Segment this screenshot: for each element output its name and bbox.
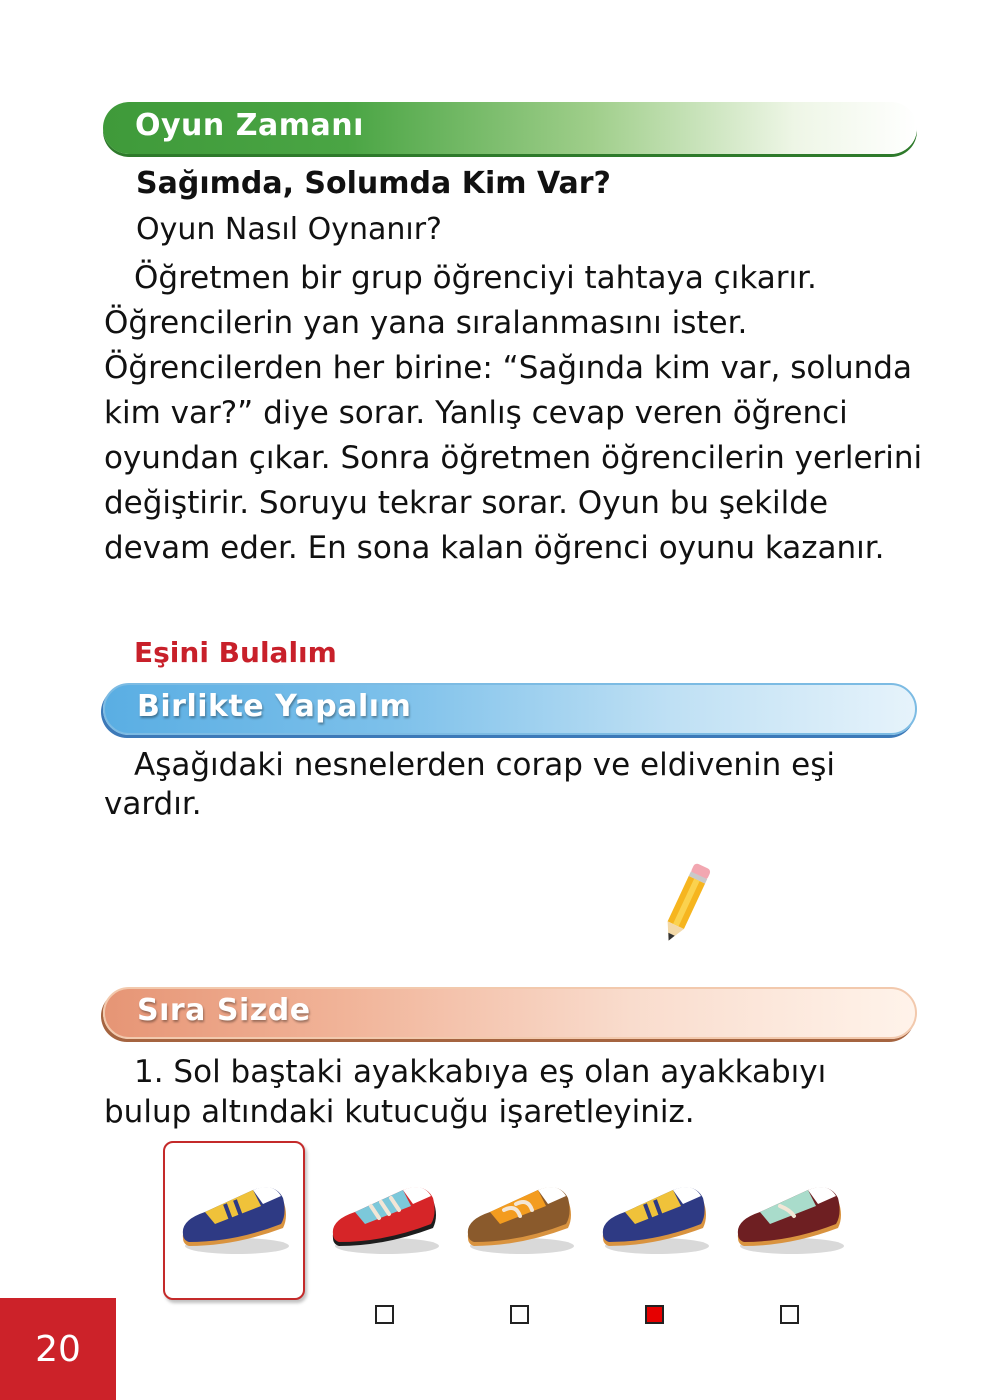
paragraph-line: kim var?” diye sorar. Yanlış cevap veren öğrenci (104, 395, 848, 431)
page-number (0, 1298, 116, 1400)
question-line: 1. Sol baştaki ayakkabıya eş olan ayakkabıyı (134, 1054, 827, 1090)
paragraph-line: devam eder. En sona kalan öğrenci oyunu kazanır. (104, 530, 885, 566)
shoe-option-2-icon (460, 1180, 580, 1260)
section-title: Sıra Sizde (137, 993, 311, 1028)
paragraph-line: Öğrencilerin yan yana sıralanmasını ister. (104, 305, 748, 341)
paragraph-line: oyundan çıkar. Sonra öğretmen öğrencilerin yerlerini (104, 440, 923, 476)
section-header-sira-sizde (103, 987, 917, 1039)
shoe-option-2-checkbox[interactable] (510, 1305, 529, 1324)
question-line: bulup altındaki kutucuğu işaretleyiniz. (104, 1094, 695, 1130)
paragraph-line: değiştirir. Soruyu tekrar sorar. Oyun bu şekilde (104, 485, 829, 521)
shoe-option-1-checkbox[interactable] (375, 1305, 394, 1324)
game-title: Sağımda, Solumda Kim Var? (136, 166, 611, 201)
pencil-icon (655, 858, 715, 952)
shoe-option-1-icon (325, 1180, 445, 1260)
paragraph-line: Aşağıdaki nesnelerden corap ve eldivenin eşi (134, 747, 836, 783)
shoe-option-4-icon (730, 1180, 850, 1260)
shoe-option-3-icon (595, 1180, 715, 1260)
game-subtitle: Oyun Nasıl Oynanır? (136, 212, 442, 247)
shoe-option-4-checkbox[interactable] (780, 1305, 799, 1324)
section-title: Birlikte Yapalım (137, 689, 412, 724)
activity-heading: Eşini Bulalım (134, 636, 337, 669)
paragraph-line: vardır. (104, 786, 202, 822)
shoe-option-3-checkbox[interactable] (645, 1305, 664, 1324)
section-header-oyun-zamani (103, 102, 917, 154)
paragraph-line: Öğretmen bir grup öğrenciyi tahtaya çıkarır. (134, 260, 817, 296)
paragraph-line: Öğrencilerden her birine: “Sağında kim var, solunda (104, 350, 912, 386)
section-title: Oyun Zamanı (135, 108, 364, 143)
page-number-label: 20 (35, 1328, 81, 1370)
reference-shoe-icon (175, 1180, 295, 1260)
section-header-birlikte-yapalim (103, 683, 917, 735)
